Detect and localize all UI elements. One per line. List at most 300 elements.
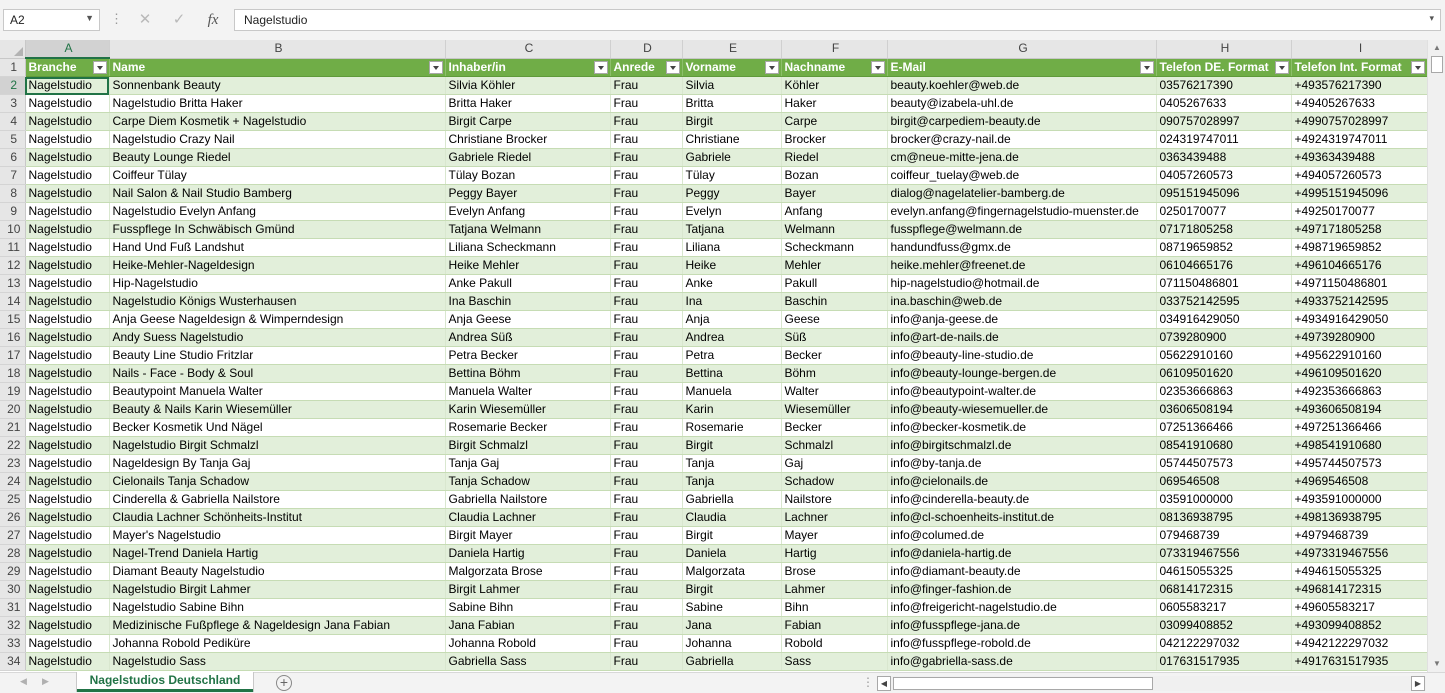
cell[interactable]: Frau [610,185,682,203]
cell[interactable]: Christiane Brocker [445,131,610,149]
cell[interactable]: Britta Haker [445,95,610,113]
cell[interactable]: Frau [610,77,682,95]
cell[interactable]: Nailstore [781,491,887,509]
filter-dropdown-icon[interactable] [93,61,107,74]
cell[interactable]: +493576217390 [1291,77,1427,95]
cell[interactable]: Frau [610,653,682,671]
cell[interactable]: Becker [781,419,887,437]
row-header[interactable]: 28 [0,545,25,563]
cell[interactable]: 03099408852 [1156,617,1291,635]
cell[interactable]: Tülay [682,167,781,185]
cell[interactable]: Silvia Köhler [445,77,610,95]
cell[interactable]: +4979468739 [1291,527,1427,545]
column-header[interactable]: E [682,40,781,58]
cell[interactable]: Liliana Scheckmann [445,239,610,257]
cell[interactable]: evelyn.anfang@fingernagelstudio-muenster.de [887,203,1156,221]
cell[interactable]: Becker [781,347,887,365]
cell[interactable]: Frau [610,491,682,509]
cell[interactable]: 024319747011 [1156,131,1291,149]
cell[interactable]: Süß [781,329,887,347]
cell[interactable]: Bayer [781,185,887,203]
cell[interactable]: Frau [610,113,682,131]
cell[interactable]: Nagelstudio [25,491,109,509]
cell[interactable]: info@cielonails.de [887,473,1156,491]
cell[interactable]: Tanja [682,473,781,491]
cell[interactable]: Nagelstudio Birgit Lahmer [109,581,445,599]
row-header[interactable]: 6 [0,149,25,167]
row-header[interactable]: 10 [0,221,25,239]
cell[interactable]: Frau [610,473,682,491]
cell[interactable]: Frau [610,383,682,401]
cell[interactable]: 0363439488 [1156,149,1291,167]
cell[interactable]: Sonnenbank Beauty [109,77,445,95]
row-header[interactable]: 31 [0,599,25,617]
cell[interactable]: Coiffeur Tülay [109,167,445,185]
cell[interactable]: Nagelstudio Crazy Nail [109,131,445,149]
row-header[interactable]: 23 [0,455,25,473]
column-header[interactable]: D [610,40,682,58]
cell[interactable]: 08136938795 [1156,509,1291,527]
cell[interactable]: Peggy [682,185,781,203]
cell[interactable]: +495744507573 [1291,455,1427,473]
cell[interactable]: Nail Salon & Nail Studio Bamberg [109,185,445,203]
cell[interactable]: info@beauty-line-studio.de [887,347,1156,365]
scroll-right-icon[interactable]: ▶ [1411,676,1425,691]
cell[interactable]: Manuela [682,383,781,401]
cell[interactable]: +493591000000 [1291,491,1427,509]
row-header[interactable]: 12 [0,257,25,275]
cell[interactable]: Scheckmann [781,239,887,257]
cell[interactable]: Nagelstudio Evelyn Anfang [109,203,445,221]
cell[interactable]: Nagelstudio [25,527,109,545]
cell[interactable]: Welmann [781,221,887,239]
column-header[interactable]: G [887,40,1156,58]
cell[interactable]: Karin Wiesemüller [445,401,610,419]
cell[interactable]: Frau [610,221,682,239]
cell[interactable]: Malgorzata Brose [445,563,610,581]
cell[interactable]: Bettina [682,365,781,383]
cell[interactable]: Bozan [781,167,887,185]
cell[interactable]: 034916429050 [1156,311,1291,329]
cell[interactable]: coiffeur_tuelay@web.de [887,167,1156,185]
cell[interactable]: 017631517935 [1156,653,1291,671]
column-header[interactable]: I [1291,40,1427,58]
cell[interactable]: Pakull [781,275,887,293]
cell[interactable]: Frau [610,527,682,545]
row-header[interactable]: 30 [0,581,25,599]
row-header[interactable]: 3 [0,95,25,113]
cell[interactable]: Frau [610,329,682,347]
cell[interactable]: Nagelstudio [25,599,109,617]
expand-formula-icon[interactable]: ▾ [1429,13,1434,23]
cell[interactable]: Johanna Robold Pediküre [109,635,445,653]
cell[interactable]: Nails - Face - Body & Soul [109,365,445,383]
add-sheet-icon[interactable]: + [276,675,292,691]
cell[interactable]: Ina Baschin [445,293,610,311]
row-header[interactable]: 15 [0,311,25,329]
cell[interactable]: handundfuss@gmx.de [887,239,1156,257]
cell[interactable]: info@fusspflege-jana.de [887,617,1156,635]
cell[interactable]: Nagelstudio [25,383,109,401]
cell[interactable]: Anja Geese Nageldesign & Wimperndesign [109,311,445,329]
cell[interactable]: info@birgitschmalzl.de [887,437,1156,455]
cell[interactable]: Birgit Carpe [445,113,610,131]
cell[interactable]: info@becker-kosmetik.de [887,419,1156,437]
row-header[interactable]: 7 [0,167,25,185]
cell[interactable]: Silvia [682,77,781,95]
cell[interactable]: Nagelstudio [25,455,109,473]
cell[interactable]: ina.baschin@web.de [887,293,1156,311]
cell[interactable]: Nagelstudio [25,473,109,491]
cell[interactable]: Heike-Mehler-Nageldesign [109,257,445,275]
cell[interactable]: Nagelstudio [25,329,109,347]
cell[interactable]: +4933752142595 [1291,293,1427,311]
cell[interactable]: +494615055325 [1291,563,1427,581]
row-header[interactable]: 1 [0,58,25,77]
row-header[interactable]: 34 [0,653,25,671]
filter-dropdown-icon[interactable] [765,61,779,74]
horizontal-scroll-thumb[interactable] [893,677,1153,690]
cell[interactable]: Frau [610,275,682,293]
cell[interactable]: +49739280900 [1291,329,1427,347]
cell[interactable]: Hand Und Fuß Landshut [109,239,445,257]
cell[interactable]: Beautypoint Manuela Walter [109,383,445,401]
cell[interactable]: +4917631517935 [1291,653,1427,671]
row-header[interactable]: 14 [0,293,25,311]
row-header[interactable]: 21 [0,419,25,437]
cell[interactable]: birgit@carpediem-beauty.de [887,113,1156,131]
cell[interactable]: cm@neue-mitte-jena.de [887,149,1156,167]
cell[interactable]: Lachner [781,509,887,527]
cell[interactable]: Frau [610,455,682,473]
cell[interactable]: Sabine [682,599,781,617]
cell[interactable]: 033752142595 [1156,293,1291,311]
cell[interactable]: Birgit [682,113,781,131]
cell[interactable]: Haker [781,95,887,113]
cell[interactable]: Britta [682,95,781,113]
cell[interactable]: Nagelstudio Birgit Schmalzl [109,437,445,455]
cell[interactable]: info@gabriella-sass.de [887,653,1156,671]
filter-dropdown-icon[interactable] [666,61,680,74]
column-header[interactable]: C [445,40,610,58]
cell[interactable]: Nagelstudio [25,257,109,275]
cell[interactable]: Daniela Hartig [445,545,610,563]
cell[interactable]: Nagelstudio [25,149,109,167]
cell[interactable]: Gabriella [682,653,781,671]
cell[interactable]: Heike Mehler [445,257,610,275]
row-header[interactable]: 13 [0,275,25,293]
cell[interactable]: info@finger-fashion.de [887,581,1156,599]
cell[interactable]: Gabriella [682,491,781,509]
cell[interactable]: Diamant Beauty Nagelstudio [109,563,445,581]
cell[interactable]: Frau [610,131,682,149]
cell[interactable]: 090757028997 [1156,113,1291,131]
cell[interactable]: Schmalzl [781,437,887,455]
filter-dropdown-icon[interactable] [871,61,885,74]
row-header[interactable]: 11 [0,239,25,257]
cell[interactable]: Walter [781,383,887,401]
table-header-cell[interactable] [781,58,887,77]
cell[interactable]: Beauty Line Studio Fritzlar [109,347,445,365]
column-header[interactable]: A [25,40,109,58]
formula-input[interactable] [234,9,1441,31]
cell[interactable]: Nagelstudio [25,419,109,437]
cell[interactable]: 03591000000 [1156,491,1291,509]
column-header[interactable]: B [109,40,445,58]
cell[interactable]: +497251366466 [1291,419,1427,437]
cell[interactable]: Ina [682,293,781,311]
row-header[interactable]: 26 [0,509,25,527]
cell[interactable]: Nagelstudio Sass [109,653,445,671]
cell[interactable]: Birgit Schmalzl [445,437,610,455]
cell[interactable]: +496109501620 [1291,365,1427,383]
row-header[interactable]: 32 [0,617,25,635]
cell[interactable]: Tanja [682,455,781,473]
cell[interactable]: Frau [610,581,682,599]
row-header[interactable]: 5 [0,131,25,149]
cell[interactable]: Medizinische Fußpflege & Nageldesign Jana Fabian [109,617,445,635]
cell[interactable]: 071150486801 [1156,275,1291,293]
cell[interactable]: Evelyn [682,203,781,221]
cell[interactable]: Heike [682,257,781,275]
row-header[interactable]: 19 [0,383,25,401]
cell[interactable]: Nageldesign By Tanja Gaj [109,455,445,473]
cell[interactable]: Nagelstudio [25,509,109,527]
cell[interactable]: Petra Becker [445,347,610,365]
table-header-cell[interactable] [1291,58,1427,77]
cell[interactable]: +4990757028997 [1291,113,1427,131]
cell[interactable]: dialog@nagelatelier-bamberg.de [887,185,1156,203]
cell[interactable]: heike.mehler@freenet.de [887,257,1156,275]
cell[interactable]: info@freigericht-nagelstudio.de [887,599,1156,617]
cell[interactable]: Nagelstudio Britta Haker [109,95,445,113]
cell[interactable]: 07171805258 [1156,221,1291,239]
cell[interactable]: Johanna Robold [445,635,610,653]
filter-dropdown-icon[interactable] [594,61,608,74]
table-header-cell[interactable] [887,58,1156,77]
cell[interactable]: Baschin [781,293,887,311]
enter-icon[interactable]: ✓ [172,11,186,28]
cell[interactable]: Frau [610,167,682,185]
row-header[interactable]: 20 [0,401,25,419]
cell[interactable]: Böhm [781,365,887,383]
cell[interactable]: Frau [610,365,682,383]
row-header[interactable]: 22 [0,437,25,455]
cell[interactable]: +493606508194 [1291,401,1427,419]
cell[interactable]: Brocker [781,131,887,149]
table-header-cell[interactable] [610,58,682,77]
cell[interactable]: 03606508194 [1156,401,1291,419]
cell[interactable]: Brose [781,563,887,581]
cell[interactable]: Nagelstudio [25,239,109,257]
cell[interactable]: +492353666863 [1291,383,1427,401]
select-all-corner[interactable] [0,40,25,58]
cell[interactable]: brocker@crazy-nail.de [887,131,1156,149]
cell[interactable]: +493099408852 [1291,617,1427,635]
cell[interactable]: 08719659852 [1156,239,1291,257]
cell[interactable]: +4973319467556 [1291,545,1427,563]
cell[interactable]: +49605583217 [1291,599,1427,617]
cell[interactable]: Evelyn Anfang [445,203,610,221]
cell[interactable]: +497171805258 [1291,221,1427,239]
cell[interactable]: Bihn [781,599,887,617]
scroll-down-icon[interactable]: ▼ [1433,659,1441,668]
cell[interactable]: +4969546508 [1291,473,1427,491]
cell[interactable]: info@columed.de [887,527,1156,545]
cell[interactable]: Anja Geese [445,311,610,329]
cell[interactable]: hip-nagelstudio@hotmail.de [887,275,1156,293]
cell[interactable]: +496104665176 [1291,257,1427,275]
cell[interactable]: Hip-Nagelstudio [109,275,445,293]
cell[interactable]: Nagelstudio [25,545,109,563]
cell[interactable]: 079468739 [1156,527,1291,545]
cell[interactable]: Nagelstudio [25,77,109,95]
cell[interactable]: Frau [610,311,682,329]
cell[interactable]: +49405267633 [1291,95,1427,113]
cell[interactable]: 042122297032 [1156,635,1291,653]
cell[interactable]: Andrea [682,329,781,347]
cell[interactable]: Fabian [781,617,887,635]
cell[interactable]: Gabriella Nailstore [445,491,610,509]
cell[interactable]: 073319467556 [1156,545,1291,563]
cell[interactable]: Tatjana Welmann [445,221,610,239]
cell[interactable]: Frau [610,635,682,653]
next-sheet-icon[interactable]: ▶ [42,676,49,686]
cell[interactable]: Robold [781,635,887,653]
cell[interactable]: Fusspflege In Schwäbisch Gmünd [109,221,445,239]
cell[interactable]: Nagelstudio [25,563,109,581]
cell[interactable]: Becker Kosmetik Und Nägel [109,419,445,437]
cell[interactable]: Claudia Lachner [445,509,610,527]
table-header-cell[interactable] [682,58,781,77]
cell[interactable]: Nagelstudio [25,167,109,185]
cell[interactable]: Birgit [682,437,781,455]
cell[interactable]: fusspflege@welmann.de [887,221,1156,239]
cell[interactable]: Nagelstudio Königs Wusterhausen [109,293,445,311]
cell[interactable]: Sass [781,653,887,671]
row-header[interactable]: 33 [0,635,25,653]
cell[interactable]: +49250170077 [1291,203,1427,221]
cell[interactable]: info@fusspflege-robold.de [887,635,1156,653]
cell[interactable]: Nagelstudio [25,437,109,455]
cell[interactable]: Nagelstudio [25,131,109,149]
row-header[interactable]: 4 [0,113,25,131]
row-header[interactable]: 16 [0,329,25,347]
cell[interactable]: Frau [610,617,682,635]
cell[interactable]: Cielonails Tanja Schadow [109,473,445,491]
cell[interactable]: 05744507573 [1156,455,1291,473]
cell[interactable]: +49363439488 [1291,149,1427,167]
cell[interactable]: Lahmer [781,581,887,599]
cell[interactable]: +4942122297032 [1291,635,1427,653]
cell[interactable]: Malgorzata [682,563,781,581]
cell[interactable]: Tanja Gaj [445,455,610,473]
cell[interactable]: 07251366466 [1156,419,1291,437]
cell[interactable]: Schadow [781,473,887,491]
cell[interactable]: +4971150486801 [1291,275,1427,293]
cell[interactable]: Nagelstudio [25,635,109,653]
insert-function-button[interactable]: fx [207,12,219,28]
cell[interactable]: +498541910680 [1291,437,1427,455]
cell[interactable]: Peggy Bayer [445,185,610,203]
cell[interactable]: Beauty & Nails Karin Wiesemüller [109,401,445,419]
row-header[interactable]: 29 [0,563,25,581]
cell[interactable]: Geese [781,311,887,329]
cell[interactable]: Frau [610,509,682,527]
cell[interactable]: Nagelstudio [25,401,109,419]
cell[interactable]: Nagelstudio [25,203,109,221]
table-header-cell[interactable] [1156,58,1291,77]
scroll-thumb[interactable] [1431,56,1443,73]
cell[interactable]: 08541910680 [1156,437,1291,455]
column-header[interactable]: F [781,40,887,58]
cell[interactable]: beauty.koehler@web.de [887,77,1156,95]
cell[interactable]: Jana Fabian [445,617,610,635]
scroll-up-icon[interactable]: ▲ [1433,43,1441,52]
cell[interactable]: +494057260573 [1291,167,1427,185]
cell[interactable]: 06104665176 [1156,257,1291,275]
cell[interactable]: info@beauty-wiesemueller.de [887,401,1156,419]
cell[interactable]: Rosemarie [682,419,781,437]
cell[interactable]: Frau [610,599,682,617]
cell[interactable]: Frau [610,545,682,563]
cell[interactable]: Claudia Lachner Schönheits-Institut [109,509,445,527]
cell[interactable]: Mayer [781,527,887,545]
cell[interactable]: +496814172315 [1291,581,1427,599]
name-box[interactable] [3,9,100,31]
cell[interactable]: 0605583217 [1156,599,1291,617]
cell[interactable]: info@art-de-nails.de [887,329,1156,347]
filter-dropdown-icon[interactable] [429,61,443,74]
row-header[interactable]: 17 [0,347,25,365]
filter-dropdown-icon[interactable] [1411,61,1425,74]
cell[interactable]: Anfang [781,203,887,221]
cell[interactable]: +498136938795 [1291,509,1427,527]
cell[interactable]: +495622910160 [1291,347,1427,365]
cell[interactable]: Nagelstudio [25,95,109,113]
cell[interactable]: 0405267633 [1156,95,1291,113]
cell[interactable]: Nagelstudio [25,365,109,383]
cell[interactable]: Birgit Lahmer [445,581,610,599]
cell[interactable]: info@by-tanja.de [887,455,1156,473]
cell[interactable]: Nagelstudio [25,311,109,329]
cell[interactable]: Nagelstudio [25,581,109,599]
cell[interactable]: Birgit Mayer [445,527,610,545]
cell[interactable]: 05622910160 [1156,347,1291,365]
cell[interactable]: +4934916429050 [1291,311,1427,329]
sheet-tab-active[interactable]: Nagelstudios Deutschland [77,672,253,692]
cell[interactable]: info@beautypoint-walter.de [887,383,1156,401]
table-header-cell[interactable] [25,58,109,77]
cell[interactable]: Nagelstudio Sabine Bihn [109,599,445,617]
row-header[interactable]: 9 [0,203,25,221]
cell[interactable]: Nagelstudio [25,275,109,293]
cell[interactable]: Birgit [682,527,781,545]
cell[interactable]: info@anja-geese.de [887,311,1156,329]
cell[interactable]: Mehler [781,257,887,275]
cell[interactable]: Frau [610,203,682,221]
cell[interactable]: Gabriele Riedel [445,149,610,167]
vertical-scrollbar[interactable] [1427,40,1445,672]
cell[interactable]: Jana [682,617,781,635]
cell[interactable]: Christiane [682,131,781,149]
cell[interactable]: Frau [610,419,682,437]
cell[interactable]: Hartig [781,545,887,563]
cell[interactable]: Beauty Lounge Riedel [109,149,445,167]
cell[interactable]: Rosemarie Becker [445,419,610,437]
cell[interactable]: info@beauty-lounge-bergen.de [887,365,1156,383]
cell[interactable]: 095151945096 [1156,185,1291,203]
